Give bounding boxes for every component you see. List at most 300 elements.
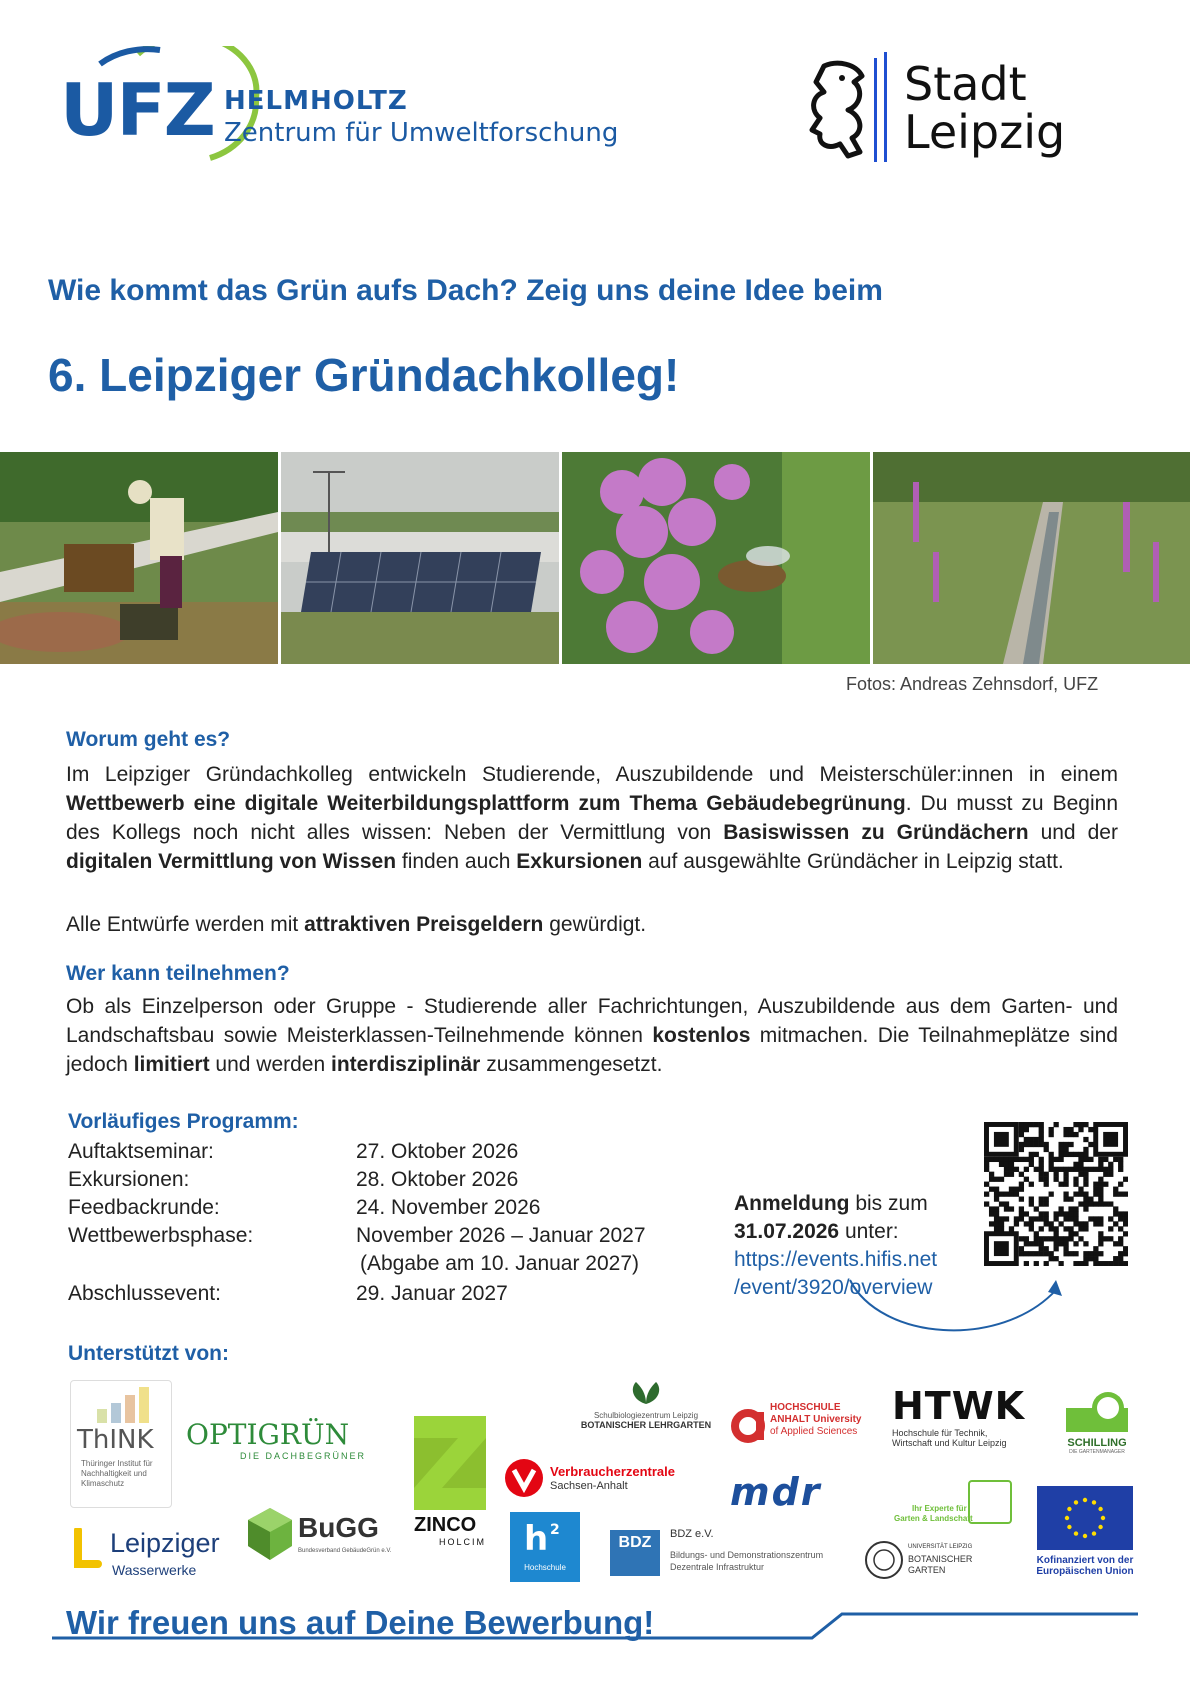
qr-module — [1063, 1216, 1068, 1221]
qr-module — [1019, 1172, 1024, 1177]
stadt-divider-1 — [874, 58, 877, 162]
qr-module — [1058, 1152, 1063, 1157]
qr-module — [1029, 1196, 1034, 1201]
qr-module — [994, 1192, 999, 1197]
qr-module — [1118, 1216, 1123, 1221]
text-segment: unter: — [839, 1220, 899, 1243]
stadt-divider-2 — [884, 52, 887, 162]
qr-module — [1014, 1167, 1019, 1172]
qr-module — [1113, 1187, 1118, 1192]
qr-module — [1113, 1261, 1118, 1266]
ufz-wordmark: UFZ — [60, 68, 214, 152]
qr-module — [1083, 1172, 1088, 1177]
text-bold: kostenlos — [652, 1024, 751, 1047]
uni-leipzig-garden-logo — [864, 1540, 984, 1584]
qr-module — [1118, 1192, 1123, 1197]
qr-module — [1019, 1147, 1024, 1152]
lion-crest-icon — [804, 60, 874, 168]
qr-module — [1014, 1192, 1019, 1197]
vz-name: Verbraucherzentrale — [550, 1464, 676, 1479]
zinco-z-icon — [414, 1416, 486, 1510]
qr-module — [1078, 1261, 1083, 1266]
qr-module — [1058, 1157, 1063, 1162]
qr-module — [1004, 1162, 1009, 1167]
qr-module — [1088, 1251, 1093, 1256]
eu-star — [1083, 1498, 1087, 1502]
qr-module — [1029, 1251, 1034, 1256]
qr-module — [1063, 1177, 1068, 1182]
qr-finder — [1103, 1132, 1118, 1147]
qr-module — [1088, 1196, 1093, 1201]
qr-module — [1083, 1221, 1088, 1226]
qr-module — [999, 1216, 1004, 1221]
qr-module — [1034, 1206, 1039, 1211]
qr-module — [999, 1201, 1004, 1206]
uni-seal-icon — [864, 1540, 904, 1580]
qr-module — [1123, 1251, 1128, 1256]
bugg-cube-icon — [246, 1506, 294, 1562]
qr-module — [1039, 1251, 1044, 1256]
qr-module — [1083, 1201, 1088, 1206]
text-segment: finden auch — [396, 850, 517, 873]
eu-line1: Kofinanziert von der — [1036, 1555, 1134, 1566]
qr-module — [1058, 1142, 1063, 1147]
qr-module — [1034, 1241, 1039, 1246]
qr-module — [1093, 1256, 1098, 1261]
htwk-name: HTWK — [892, 1384, 1026, 1428]
h2-hochschule-logo — [510, 1512, 580, 1582]
qr-module — [1039, 1142, 1044, 1147]
eu-star — [1092, 1500, 1096, 1504]
qr-module — [994, 1216, 999, 1221]
qr-module — [1014, 1216, 1019, 1221]
qr-module — [1108, 1236, 1113, 1241]
qr-module — [1049, 1256, 1054, 1261]
text-segment: Alle Entwürfe werden mit — [66, 913, 305, 936]
qr-finder — [994, 1241, 1009, 1256]
qr-module — [1083, 1122, 1088, 1127]
qr-module — [994, 1211, 999, 1216]
qr-module — [1073, 1152, 1078, 1157]
qr-module — [1063, 1147, 1068, 1152]
qr-module — [999, 1192, 1004, 1197]
optigruen-name: OPTIGRÜN — [186, 1418, 350, 1451]
qr-module — [1068, 1127, 1073, 1132]
qr-module — [1063, 1182, 1068, 1187]
ul-line1: UNIVERSITÄT LEIPZIG — [908, 1544, 973, 1550]
qr-module — [989, 1177, 994, 1182]
qr-module — [1054, 1246, 1059, 1251]
qr-module — [1058, 1241, 1063, 1246]
qr-module — [1049, 1132, 1054, 1137]
qr-module — [1118, 1241, 1123, 1246]
qr-module — [1083, 1152, 1088, 1157]
qr-module — [1019, 1157, 1024, 1162]
verbraucherzentrale-logo — [504, 1458, 694, 1500]
qr-module — [1093, 1216, 1098, 1221]
qr-module — [1029, 1226, 1034, 1231]
qr-module — [1004, 1172, 1009, 1177]
qr-module — [1034, 1216, 1039, 1221]
qr-module — [1073, 1216, 1078, 1221]
qr-module — [1049, 1127, 1054, 1132]
program-label: Exkursionen: — [68, 1168, 190, 1191]
qr-module — [999, 1226, 1004, 1231]
qr-module — [1108, 1201, 1113, 1206]
qr-module — [1054, 1157, 1059, 1162]
qr-module — [1058, 1221, 1063, 1226]
qr-module — [1123, 1216, 1128, 1221]
qr-module — [1073, 1132, 1078, 1137]
qr-module — [1054, 1226, 1059, 1231]
qr-module — [1058, 1236, 1063, 1241]
qr-module — [1024, 1236, 1029, 1241]
qr-module — [1024, 1142, 1029, 1147]
qr-module — [1039, 1157, 1044, 1162]
bdz-box — [610, 1530, 660, 1576]
qr-module — [1083, 1251, 1088, 1256]
leaf-icon — [626, 1380, 666, 1406]
schilling-name: SCHILLING — [1067, 1437, 1127, 1449]
qr-module — [1068, 1236, 1073, 1241]
qr-module — [1049, 1251, 1054, 1256]
qr-module — [1093, 1187, 1098, 1192]
qr-module — [1093, 1201, 1098, 1206]
qr-module — [1068, 1216, 1073, 1221]
qr-module — [1034, 1167, 1039, 1172]
qr-module — [1108, 1226, 1113, 1231]
qr-module — [1009, 1226, 1014, 1231]
expert-line2: Garten & Landschaft — [894, 1514, 973, 1523]
qr-module — [1063, 1211, 1068, 1216]
qr-module — [1039, 1196, 1044, 1201]
eu-logo — [1030, 1486, 1140, 1582]
lww-line1: Leipziger — [110, 1528, 220, 1558]
h2-icon — [510, 1512, 580, 1558]
photo-green-roof — [873, 452, 1190, 664]
qr-module — [1068, 1226, 1073, 1231]
section-heading-about: Worum geht es? — [66, 728, 231, 751]
qr-module — [1044, 1221, 1049, 1226]
qr-module — [984, 1167, 989, 1172]
expert-line1: Ihr Experte für — [912, 1504, 967, 1513]
qr-module — [1093, 1221, 1098, 1226]
svg-text:h: h — [524, 1519, 549, 1558]
qr-module — [1009, 1172, 1014, 1177]
text-segment: und der — [1028, 821, 1118, 844]
qr-module — [1044, 1261, 1049, 1266]
qr-module — [1123, 1211, 1128, 1216]
qr-module — [984, 1192, 989, 1197]
qr-module — [1073, 1231, 1078, 1236]
qr-module — [1034, 1152, 1039, 1157]
qr-module — [1034, 1122, 1039, 1127]
ul-line2: BOTANISCHER — [908, 1554, 973, 1564]
program-label: Abschlussevent: — [68, 1282, 221, 1305]
program-table — [68, 1138, 688, 1310]
htwk-logo — [892, 1384, 1032, 1460]
text-bold: Exkursionen — [516, 850, 643, 873]
qr-module — [1073, 1261, 1078, 1266]
lehrgarten-line1: Schulbiologiezentrum Leipzig — [593, 1411, 699, 1420]
text-segment: Im Leipziger Gründachkolleg entwickeln Studierende, Auszubildende und Meisterschüler:innen in einem — [66, 763, 1118, 786]
eu-star — [1067, 1525, 1071, 1529]
qr-module — [1054, 1236, 1059, 1241]
stadt-leipzig-logo — [804, 52, 1104, 164]
qr-module — [1034, 1142, 1039, 1147]
qr-module — [1029, 1137, 1034, 1142]
think-logo — [70, 1380, 172, 1508]
qr-module — [989, 1187, 994, 1192]
qr-module — [1029, 1142, 1034, 1147]
qr-module — [994, 1177, 999, 1182]
qr-module — [1078, 1236, 1083, 1241]
qr-module — [1073, 1192, 1078, 1197]
qr-module — [1113, 1206, 1118, 1211]
qr-module — [1083, 1137, 1088, 1142]
qr-module — [1024, 1122, 1029, 1127]
text-segment: und werden — [209, 1053, 331, 1076]
qr-module — [1004, 1167, 1009, 1172]
qr-module — [1123, 1261, 1128, 1266]
qr-module — [1029, 1122, 1034, 1127]
qr-module — [1024, 1137, 1029, 1142]
qr-module — [1063, 1226, 1068, 1231]
schilling-logo — [1060, 1392, 1134, 1462]
qr-module — [1044, 1142, 1049, 1147]
qr-module — [1073, 1182, 1078, 1187]
qr-module — [1009, 1162, 1014, 1167]
qr-module — [1009, 1206, 1014, 1211]
schilling-subtitle: DIE GARTENMANAGER — [1069, 1449, 1125, 1455]
program-date: 24. November 2026 — [356, 1196, 541, 1219]
program-date: (Abgabe am 10. Januar 2027) — [360, 1252, 640, 1275]
qr-module — [1019, 1251, 1024, 1256]
qr-module — [1024, 1221, 1029, 1226]
eu-star — [1098, 1507, 1102, 1511]
qr-module — [1083, 1226, 1088, 1231]
qr-module — [1058, 1182, 1063, 1187]
program-date: 28. Oktober 2026 — [356, 1168, 519, 1191]
supporters-heading: Unterstützt von: — [68, 1342, 229, 1365]
registration-line2 — [734, 1218, 974, 1246]
qr-code-icon[interactable] — [984, 1122, 1128, 1266]
qr-module — [1019, 1142, 1024, 1147]
qr-module — [1014, 1157, 1019, 1162]
qr-module — [1083, 1241, 1088, 1246]
text-segment: auf ausgewählte Gründächer in Leipzig statt. — [642, 850, 1064, 873]
qr-module — [1088, 1127, 1093, 1132]
qr-module — [1113, 1211, 1118, 1216]
qr-module — [1009, 1187, 1014, 1192]
qr-module — [1083, 1167, 1088, 1172]
text-segment: zusammengesetzt. — [480, 1053, 663, 1076]
qr-module — [1049, 1167, 1054, 1172]
qr-module — [1049, 1157, 1054, 1162]
hs-anhalt-logo — [730, 1400, 880, 1446]
lehrgarten-line2: BOTANISCHER LEHRGARTEN — [580, 1420, 712, 1430]
qr-module — [1108, 1172, 1113, 1177]
qr-module — [1054, 1231, 1059, 1236]
expert-garden-logo — [892, 1480, 1010, 1530]
program-label: Auftaktseminar: — [68, 1140, 214, 1163]
qr-module — [984, 1201, 989, 1206]
qr-module — [1073, 1206, 1078, 1211]
qr-module — [1039, 1241, 1044, 1246]
qr-module — [1039, 1137, 1044, 1142]
qr-module — [1039, 1162, 1044, 1167]
text-bold: limitiert — [133, 1053, 210, 1076]
lww-line2: Wasserwerke — [112, 1562, 197, 1578]
qr-module — [1093, 1167, 1098, 1172]
link-part[interactable]: https://events.hifis.net — [734, 1248, 938, 1271]
qr-module — [1019, 1182, 1024, 1187]
qr-module — [1044, 1251, 1049, 1256]
qr-module — [1063, 1142, 1068, 1147]
anhalt-line3: of Applied Sciences — [770, 1426, 858, 1437]
headline: Wie kommt das Grün aufs Dach? Zeig uns deine Idee beim — [48, 274, 883, 307]
qr-module — [1108, 1167, 1113, 1172]
qr-module — [1024, 1211, 1029, 1216]
qr-module — [1073, 1211, 1078, 1216]
ufz-logo — [60, 46, 620, 166]
eu-star — [1098, 1525, 1102, 1529]
qr-module — [1063, 1132, 1068, 1137]
qr-module — [1078, 1157, 1083, 1162]
qr-module — [1039, 1246, 1044, 1251]
mdr-logo: mdr — [730, 1470, 822, 1514]
qr-module — [1098, 1236, 1103, 1241]
footer-message: Wir freuen uns auf Deine Bewerbung! — [66, 1604, 655, 1641]
link-part[interactable]: /event/3920/overview — [734, 1276, 933, 1299]
qr-module — [1098, 1167, 1103, 1172]
qr-module — [1034, 1236, 1039, 1241]
qr-module — [1108, 1216, 1113, 1221]
program-heading: Vorläufiges Programm: — [68, 1110, 299, 1133]
qr-module — [994, 1221, 999, 1226]
city-name-line1: Stadt — [904, 57, 1027, 111]
qr-module — [1088, 1216, 1093, 1221]
section-about-paragraph — [66, 760, 1118, 876]
qr-module — [1098, 1231, 1103, 1236]
qr-module — [1078, 1167, 1083, 1172]
qr-module — [1098, 1187, 1103, 1192]
qr-module — [1083, 1196, 1088, 1201]
qr-module — [1113, 1241, 1118, 1246]
qr-module — [1073, 1241, 1078, 1246]
program-date: 29. Januar 2027 — [356, 1282, 508, 1305]
qr-module — [1063, 1152, 1068, 1157]
centre-name: Zentrum für Umweltforschung — [224, 118, 619, 148]
qr-module — [1093, 1246, 1098, 1251]
section-participants-paragraph — [66, 992, 1118, 1079]
qr-module — [1063, 1196, 1068, 1201]
qr-module — [1073, 1122, 1078, 1127]
qr-module — [1039, 1177, 1044, 1182]
qr-module — [1088, 1167, 1093, 1172]
eu-star — [1092, 1531, 1096, 1535]
qr-module — [1039, 1167, 1044, 1172]
qr-module — [1093, 1192, 1098, 1197]
qr-module — [1039, 1132, 1044, 1137]
qr-module — [1118, 1256, 1123, 1261]
qr-module — [1024, 1251, 1029, 1256]
qr-module — [1088, 1142, 1093, 1147]
qr-module — [1034, 1261, 1039, 1266]
qr-module — [1039, 1211, 1044, 1216]
qr-module — [1103, 1172, 1108, 1177]
qr-module — [1019, 1132, 1024, 1137]
qr-module — [1098, 1221, 1103, 1226]
qr-module — [994, 1187, 999, 1192]
qr-module — [1078, 1226, 1083, 1231]
qr-module — [1039, 1172, 1044, 1177]
qr-module — [984, 1182, 989, 1187]
schilling-mark-icon — [1062, 1392, 1132, 1432]
think-subtitle: Thüringer Institut für Nachhaltigkeit und Klimaschutz — [81, 1459, 153, 1488]
optigruen-subtitle: DIE DACHBEGRÜNER — [239, 1451, 366, 1461]
bdz-logo — [610, 1526, 850, 1582]
svg-text:2: 2 — [550, 1522, 560, 1538]
qr-module — [1093, 1251, 1098, 1256]
vz-region: Sachsen-Anhalt — [550, 1480, 628, 1492]
qr-module — [1019, 1127, 1024, 1132]
h2-subtitle: Hochschule — [524, 1563, 566, 1572]
qr-module — [1108, 1261, 1113, 1266]
qr-module — [1004, 1157, 1009, 1162]
qr-module — [1054, 1177, 1059, 1182]
qr-module — [1044, 1147, 1049, 1152]
qr-module — [1019, 1196, 1024, 1201]
text-segment: . Du musst zu Beginn des Kollegs noch nicht alles wissen: Neben der Vermittlung von — [66, 792, 1119, 844]
qr-module — [1024, 1261, 1029, 1266]
qr-module — [1093, 1182, 1098, 1187]
qr-module — [1014, 1187, 1019, 1192]
qr-module — [1073, 1167, 1078, 1172]
qr-module — [1063, 1172, 1068, 1177]
qr-module — [1118, 1251, 1123, 1256]
bdz-line2: Dezentrale Infrastruktur — [670, 1562, 765, 1572]
qr-module — [1009, 1192, 1014, 1197]
qr-module — [1118, 1261, 1123, 1266]
qr-module — [999, 1157, 1004, 1162]
qr-module — [1054, 1122, 1059, 1127]
qr-module — [994, 1196, 999, 1201]
qr-module — [1103, 1261, 1108, 1266]
qr-module — [1083, 1157, 1088, 1162]
qr-finder — [994, 1132, 1009, 1147]
lehrgarten-logo — [576, 1380, 716, 1446]
qr-module — [989, 1172, 994, 1177]
eu-flag-icon — [1037, 1486, 1133, 1550]
qr-module — [1029, 1216, 1034, 1221]
qr-module — [1044, 1211, 1049, 1216]
qr-module — [1068, 1196, 1073, 1201]
qr-module — [1088, 1256, 1093, 1261]
eu-line2: Europäischen Union — [1036, 1566, 1134, 1577]
qr-module — [1024, 1241, 1029, 1246]
qr-module — [1019, 1187, 1024, 1192]
qr-module — [1049, 1221, 1054, 1226]
qr-module — [1009, 1157, 1014, 1162]
optigruen-logo — [186, 1418, 396, 1468]
qr-module — [1034, 1137, 1039, 1142]
anhalt-line1: HOCHSCHULE — [770, 1402, 841, 1413]
qr-module — [1068, 1142, 1073, 1147]
eu-star — [1101, 1516, 1105, 1520]
qr-module — [1088, 1201, 1093, 1206]
bdz-name: BDZ e.V. — [670, 1528, 714, 1540]
